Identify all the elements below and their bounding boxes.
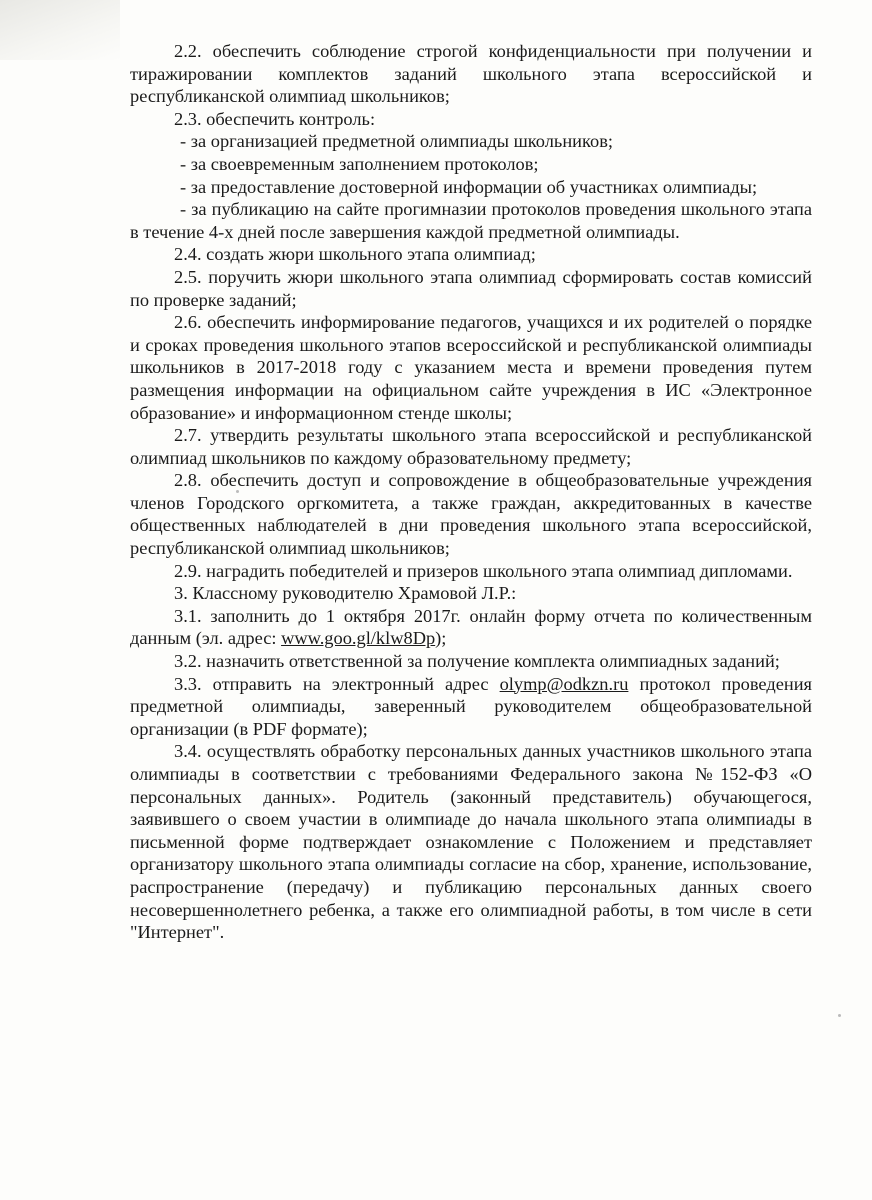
paragraph-p2-8: 2.8. обеспечить доступ и сопровождение в общеобразовательные учреждения членов Городского оргкомитета, а также граждан, аккредитованных в качестве общественных наблюдателей в дни проведения школьного этапа всероссийской, республиканской олимпиад школьников; [130,470,812,559]
paragraph-3-4: 3.4. осуществлять обработку персональных данных участников школьного этапа олимпиады в соответствии с требованиями Федерального закона №152-ФЗ «О персональных данных». Родитель (законный представитель) обучающегося, заявившего о своем участии в олимпиаде до начала школьного этапа олимпиады в письменной форме подтверждает ознакомление с Положением и представляет организатору школьного этапа олимпиады согласие на сбор, хранение, использование, распространение (передачу) и публикацию персональных данных своего несовершеннолетнего ребенка, а также его олимпиадной работы, в том числе в сети "Интернет". [130,741,812,943]
scan-corner-shadow [0,0,120,60]
paragraph-text: ); [435,628,447,649]
scan-speck [838,1014,841,1017]
paragraph-p2-3d: - за публикацию на сайте прогимназии протоколов проведения школьного этапа в течение 4-х дней после завершения каждой предметной олимпиады. [130,199,812,242]
paragraph-text: протокол проведения предметной олимпиады, заверенный руководителем общеобразовательной организации (в PDF формате); [130,673,812,739]
email-link[interactable]: olymp@odkzn.ru [499,673,629,694]
paragraph-p2-3a: - за организацией предметной олимпиады школьников; [180,131,613,152]
paragraph-p2-5: 2.5. поручить жюри школьного этапа олимпиад сформировать состав комиссий по проверке заданий; [130,266,812,310]
paragraph-3-2: 3.2. назначить ответственной за получение комплекта олимпиадных заданий; [174,651,780,672]
paragraph-p2-4: 2.4. создать жюри школьного этапа олимпиад; [174,244,536,265]
paragraph-p2-2: 2.2. обеспечить соблюдение строгой конфиденциальности при получении и тиражировании комплектов заданий школьного этапа всероссийской и республиканской олимпиад школьников; [130,41,812,107]
paragraph-p2-9: 2.9. наградить победителей и призеров школьного этапа олимпиад дипломами. [174,560,793,581]
paragraph-3-3 [130,673,812,741]
document-page [130,40,812,944]
paragraph-p2-6: 2.6. обеспечить информирование педагогов, учащихся и их родителей о порядке и сроках проведения школьного этапов всероссийской и республиканской олимпиады школьников в 2017-2018 году с указанием места и времени проведения путем размещения информации на официальном сайте учреждения в ИС «Электронное образование» и информационном стенде школы; [130,312,812,423]
paragraph-p2-7: 2.7. утвердить результаты школьного этапа всероссийской и республиканской олимпиад школьников по каждому образовательному предмету; [130,425,812,468]
paragraph-p2-3b: - за своевременным заполнением протоколов; [180,153,539,174]
paragraph-list [130,40,812,605]
paragraph-p2-3c: - за предоставление достоверной информации об участниках олимпиады; [180,176,758,197]
paragraph-p2-3: 2.3. обеспечить контроль: [174,108,376,129]
paragraph-text: 3.1. заполнить до 1 октября 2017г. онлайн форму отчета по количественным данным (эл. адрес: [130,605,812,649]
paragraph-3-1 [130,605,812,650]
report-form-link[interactable]: www.goo.gl/klw8Dp [281,628,436,649]
paragraph-p3: 3. Классному руководителю Храмовой Л.Р.: [174,583,517,604]
paragraph-text: 3.3. отправить на электронный адрес [174,673,500,694]
